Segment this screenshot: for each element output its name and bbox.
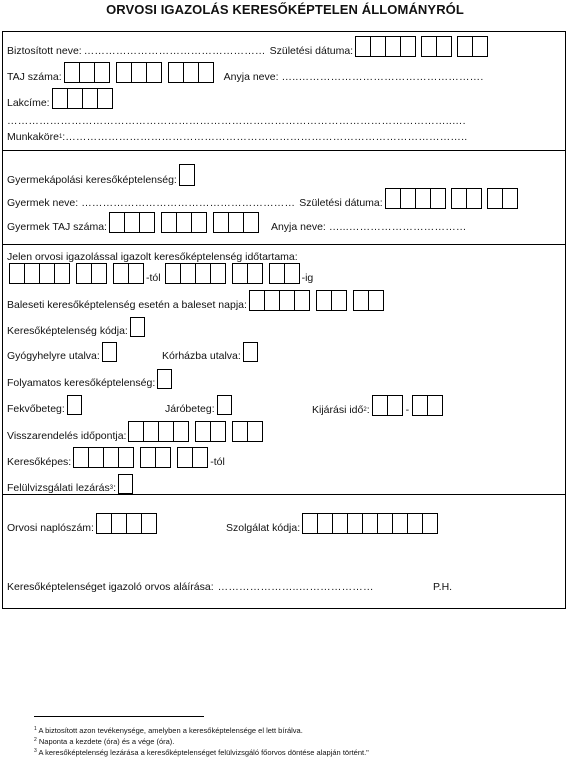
continuous-checkbox[interactable] xyxy=(157,369,172,389)
stamp-label xyxy=(433,581,452,593)
footnote-2: $^2$ Naponta a kezdete (óra) és a vége (óra). xyxy=(34,737,175,746)
section-divider xyxy=(2,494,566,495)
log-row xyxy=(7,513,157,534)
inpatient-label: Fekvőbeteg: xyxy=(7,403,65,415)
outpatient-row xyxy=(165,395,232,415)
child-name-field[interactable]: …………………………………………………… xyxy=(81,197,296,209)
exit-dash: - xyxy=(405,404,410,416)
recall-day-boxes[interactable] xyxy=(232,421,263,442)
service-label: Szolgálat kódja: xyxy=(226,522,301,534)
accident-year-boxes[interactable] xyxy=(249,290,310,311)
recall-month-boxes[interactable] xyxy=(195,421,226,442)
child-birth-label: Születési dátuma: xyxy=(299,197,383,209)
outpatient-label: Járóbeteg: xyxy=(165,403,215,415)
code-box[interactable] xyxy=(130,317,145,337)
address-field[interactable]: ……………………………………………………………………………………………………………..…. xyxy=(7,115,466,127)
taj-boxes-2[interactable] xyxy=(116,62,162,83)
review-checkbox[interactable] xyxy=(118,474,133,494)
continuous-label: Folyamatos keresőképtelenség: xyxy=(7,377,156,389)
taj-row xyxy=(7,62,483,83)
log-number-boxes[interactable] xyxy=(96,513,157,534)
hospital-label: Kórházba utalva: xyxy=(162,350,241,362)
taj-boxes-3[interactable] xyxy=(168,62,214,83)
period-boxes-row xyxy=(7,263,313,284)
accident-row xyxy=(7,290,384,311)
from-suffix: -tól xyxy=(146,272,161,284)
from-year-boxes[interactable] xyxy=(9,263,70,284)
ph-label: P.H. xyxy=(433,581,453,593)
fit-month-boxes[interactable] xyxy=(140,447,171,468)
taj-label: TAJ száma: xyxy=(7,71,62,83)
exit-time-row: Kijárási idő 2 : - xyxy=(312,395,443,416)
hospital-checkbox[interactable] xyxy=(243,342,258,362)
section-divider xyxy=(2,244,566,245)
insured-name-field[interactable]: …………………………………………… xyxy=(83,45,266,57)
footnote-ref-2: 2 xyxy=(363,407,367,413)
recall-label: Visszarendelés időpontja: xyxy=(7,430,127,442)
exit-time-label: Kijárási idő xyxy=(312,404,364,416)
inpatient-row xyxy=(7,395,82,415)
address-row xyxy=(7,88,113,109)
birth-month-boxes[interactable] xyxy=(421,36,452,57)
child-birth-year-boxes[interactable] xyxy=(385,188,446,209)
child-name-row xyxy=(7,188,518,209)
page-title: ORVOSI IGAZOLÁS KERESŐKÉPTELEN ÁLLOMÁNYRÓL xyxy=(106,2,464,17)
fit-suffix: -tól xyxy=(210,456,225,468)
child-taj-boxes-2[interactable] xyxy=(161,212,207,233)
mother-name-label: Anyja neve: xyxy=(223,71,279,83)
postcode-boxes[interactable] xyxy=(52,88,113,109)
section-divider xyxy=(2,150,566,151)
fit-label: Keresőképes: xyxy=(7,456,72,468)
to-suffix: -ig xyxy=(301,272,314,284)
outpatient-checkbox[interactable] xyxy=(217,395,232,415)
hospital-row xyxy=(162,342,258,362)
accident-label: Baleseti keresőképtelenség esetén a baleset napja: xyxy=(7,299,247,311)
fit-year-boxes[interactable] xyxy=(73,447,134,468)
resort-row xyxy=(7,342,117,362)
address-label: Lakcíme: xyxy=(7,97,50,109)
mother-name-field[interactable]: …..……………………………………………. xyxy=(281,71,484,83)
taj-boxes-1[interactable] xyxy=(64,62,110,83)
footnote-ref-1: 1 xyxy=(58,134,63,140)
to-day-boxes[interactable] xyxy=(269,263,300,284)
address-dots-row xyxy=(7,115,466,127)
footnote-ref-3: 3 xyxy=(109,485,114,491)
resort-label: Gyógyhelyre utalva: xyxy=(7,350,100,362)
exit-start-boxes[interactable] xyxy=(372,395,403,416)
job-field[interactable]: ………………………………………………………………………………………………….. xyxy=(65,131,468,143)
child-mother-label: Anyja neve: xyxy=(270,221,326,233)
log-label: Orvosi naplószám: xyxy=(7,522,94,534)
child-taj-boxes-1[interactable] xyxy=(109,212,155,233)
period-row xyxy=(7,251,298,263)
code-row xyxy=(7,317,145,337)
to-year-boxes[interactable] xyxy=(165,263,226,284)
insured-name-label: Biztosított neve: xyxy=(7,45,82,57)
footnote-1: $^1$ A biztosított azon tevékenysége, amelyben a keresőképtelensége el lett bírálva. xyxy=(34,726,303,735)
to-month-boxes[interactable] xyxy=(232,263,263,284)
review-label: Felülvizsgálati lezárás xyxy=(7,482,110,494)
from-month-boxes[interactable] xyxy=(76,263,107,284)
inpatient-checkbox[interactable] xyxy=(67,395,82,415)
child-birth-month-boxes[interactable] xyxy=(451,188,482,209)
service-row xyxy=(226,513,438,534)
child-birth-day-boxes[interactable] xyxy=(487,188,518,209)
code-label: Keresőképtelenség kódja: xyxy=(7,325,128,337)
job-label: Munkaköre xyxy=(7,131,59,143)
child-mother-field[interactable]: …...…………………………… xyxy=(328,221,467,233)
birth-day-boxes[interactable] xyxy=(457,36,488,57)
accident-month-boxes[interactable] xyxy=(316,290,347,311)
footnote-divider xyxy=(34,716,204,717)
child-taj-row xyxy=(7,212,467,233)
exit-end-boxes[interactable] xyxy=(412,395,443,416)
insured-name-row xyxy=(7,36,488,57)
recall-row xyxy=(7,421,263,442)
fit-day-boxes[interactable] xyxy=(177,447,208,468)
birth-year-boxes[interactable] xyxy=(355,36,416,57)
resort-checkbox[interactable] xyxy=(102,342,117,362)
child-taj-boxes-3[interactable] xyxy=(213,212,259,233)
accident-day-boxes[interactable] xyxy=(353,290,384,311)
childcare-label: Gyermekápolási keresőképtelenség: xyxy=(7,174,177,186)
service-code-boxes[interactable] xyxy=(302,513,438,534)
from-day-boxes[interactable] xyxy=(113,263,144,284)
childcare-row xyxy=(7,164,195,186)
signature-field[interactable]: …………………..………………… xyxy=(217,581,374,593)
continuous-row xyxy=(7,369,172,389)
footnote-3: $^3$ A keresőképtelenség lezárása a keresőképtelenséget felülvizsgáló főorvos döntése alapján történt." xyxy=(34,748,369,757)
job-row: Munkaköre 1 : ………………………………………………………………………………………………….. xyxy=(7,131,468,143)
fit-row xyxy=(7,447,225,468)
child-name-label: Gyermek neve: xyxy=(7,197,79,209)
review-row: Felülvizsgálati lezárás 3 : xyxy=(7,474,133,494)
signature-label: Keresőképtelenséget igazoló orvos aláírása: xyxy=(7,581,214,593)
birth-date-label: Születési dátuma: xyxy=(269,45,354,57)
signature-row xyxy=(7,581,374,593)
period-label: Jelen orvosi igazolással igazolt keresőképtelenség időtartama: xyxy=(7,251,298,263)
child-taj-label: Gyermek TAJ száma: xyxy=(7,221,107,233)
recall-year-boxes[interactable] xyxy=(128,421,189,442)
childcare-checkbox[interactable] xyxy=(179,164,195,186)
